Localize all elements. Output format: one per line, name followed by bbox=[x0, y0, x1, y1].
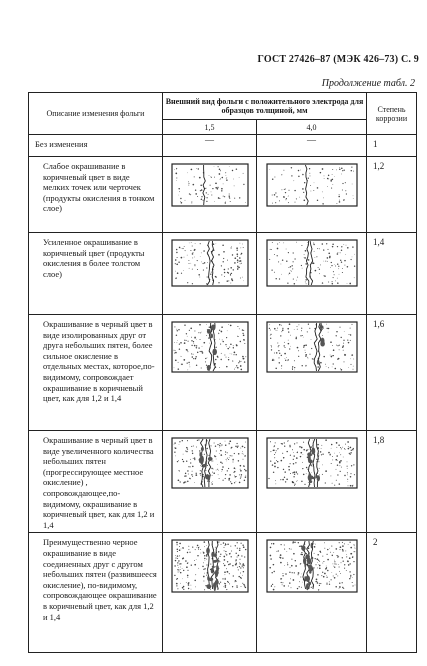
row-description: Усиленное окрашивание в коричневый цвет (продукты окисления в более толстом слое) bbox=[43, 237, 145, 279]
row-description: Без изменения bbox=[35, 139, 88, 149]
foil-sample-image bbox=[266, 437, 358, 489]
table-row bbox=[29, 431, 417, 533]
header-thickness-2: 4,0 bbox=[257, 120, 367, 135]
row-degree: 1 bbox=[373, 139, 378, 149]
table-continuation-label: Продолжение табл. 2 bbox=[321, 78, 415, 89]
row-description: Окрашивание в черный цвет в виде изолированных друг от друга небольших пятен, более сильное окисление в отдельных местах, которое,по-видимому, сопровождает окрашивание в коричневый цвет, как для 1,2 и 1,4 bbox=[43, 319, 155, 404]
row-image-placeholder: — bbox=[163, 135, 257, 157]
row-degree: 2 bbox=[373, 537, 378, 548]
foil-sample-image bbox=[266, 239, 358, 287]
table-row bbox=[29, 315, 417, 431]
corrosion-table bbox=[28, 92, 417, 653]
header-appearance: Внешний вид фольги с положительного электрода для образцов толщиной, мм bbox=[163, 93, 367, 120]
row-degree: 1,8 bbox=[373, 435, 385, 445]
row-degree: 1,6 bbox=[373, 319, 385, 329]
table-row bbox=[29, 533, 417, 653]
header-degree: Степень коррозии bbox=[367, 93, 417, 135]
page-header: ГОСТ 27426–87 (МЭК 426–73) С. 9 bbox=[257, 54, 419, 65]
foil-sample-image bbox=[171, 239, 249, 287]
row-degree: 1,4 bbox=[373, 237, 385, 247]
row-description: Преимущественно черное окрашивание в виде соединенных друг с другом небольших пятен (развившееся окисление), по-видимому, сопровождающее окрашивание в коричневый цвет, как для 1,2 и 1,4 bbox=[43, 537, 157, 622]
table-row bbox=[29, 135, 417, 157]
foil-sample-image bbox=[266, 321, 358, 373]
row-description: Слабое окрашивание в коричневый цвет в виде мелких точек или черточек (продукты окисления в тонком слое) bbox=[43, 161, 155, 214]
foil-sample-image bbox=[171, 321, 249, 373]
header-thickness-1: 1,5 bbox=[163, 120, 257, 135]
row-degree: 1,2 bbox=[373, 161, 385, 171]
foil-sample-image bbox=[266, 163, 358, 207]
foil-sample-image bbox=[171, 437, 249, 489]
foil-sample-image bbox=[266, 539, 358, 593]
row-image-placeholder: — bbox=[257, 135, 367, 157]
header-description: Описание изменения фольги bbox=[29, 93, 163, 135]
row-description: Окрашивание в черный цвет в виде увеличенного количества небольших пятен (прогрессирующее местное окисление) , сопровождающее,по-видимому, окрашивание в коричневый цвет, как для 1,2 и 1,4 bbox=[43, 435, 155, 530]
foil-sample-image bbox=[171, 163, 249, 207]
table-row bbox=[29, 157, 417, 233]
table-row bbox=[29, 233, 417, 315]
foil-sample-image bbox=[171, 539, 249, 593]
